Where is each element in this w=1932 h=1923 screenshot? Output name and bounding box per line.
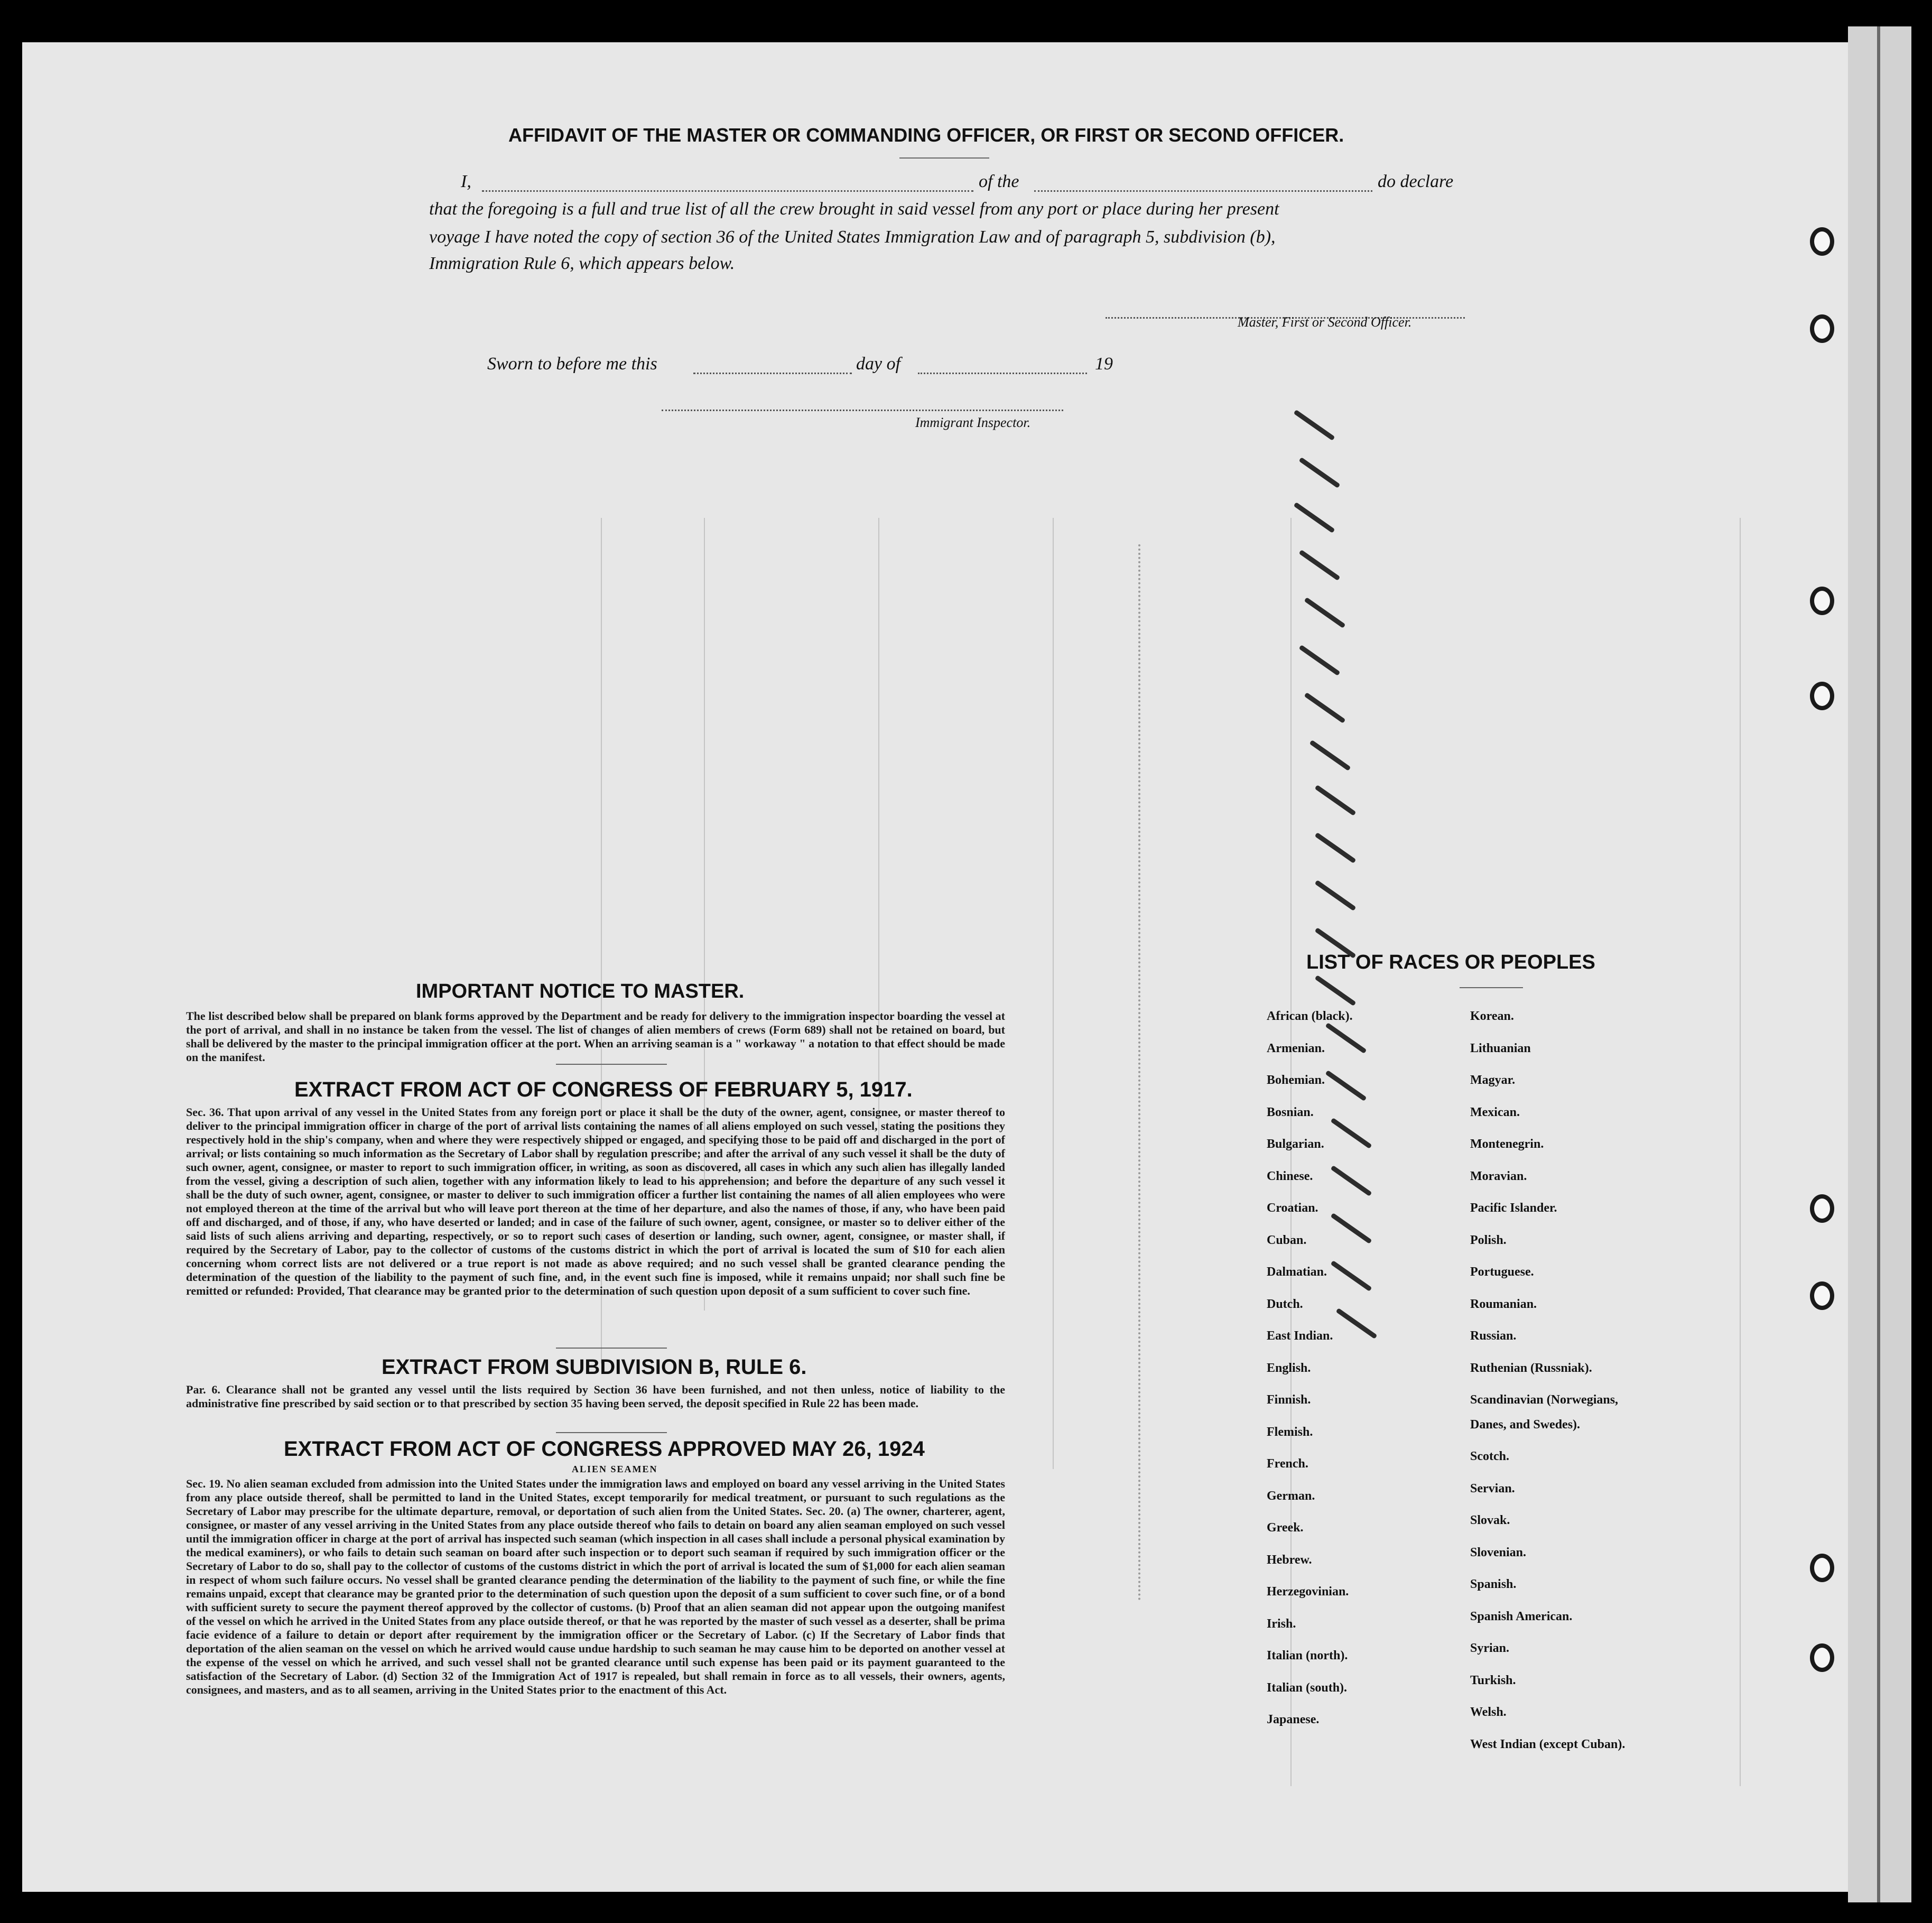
race-item: Ruthenian (Russniak).: [1470, 1361, 1592, 1375]
year-label: 19: [1095, 354, 1113, 374]
binding-strip: [1848, 26, 1911, 1902]
punch-hole: [1810, 1281, 1834, 1310]
race-item: African (black).: [1267, 1009, 1353, 1023]
race-item: Lithuanian: [1470, 1041, 1531, 1055]
binding-fold-line: [1877, 26, 1880, 1902]
affidavit-title: AFFIDAVIT OF THE MASTER OR COMMANDING OFFICER, OR FIRST OR SECOND OFFICER.: [508, 124, 1344, 146]
tally-mark: [1325, 1070, 1367, 1101]
sworn-label: Sworn to before me this: [487, 354, 657, 374]
tally-mark: [1304, 692, 1346, 723]
race-item: Magyar.: [1470, 1073, 1516, 1087]
race-item: Irish.: [1267, 1617, 1296, 1631]
sworn-day-fill-line[interactable]: [693, 373, 852, 374]
extract-1924-title: EXTRACT FROM ACT OF CONGRESS APPROVED MAY 26, 1924: [284, 1437, 925, 1461]
races-title: LIST OF RACES OR PEOPLES: [1306, 951, 1595, 973]
race-item: Welsh.: [1470, 1705, 1507, 1719]
form-sheet: [22, 42, 1848, 1892]
race-item: Bosnian.: [1267, 1105, 1314, 1119]
punch-hole: [1810, 587, 1834, 615]
race-item: Bulgarian.: [1267, 1137, 1324, 1151]
tally-mark: [1336, 1308, 1378, 1339]
extract-rule6-text: Par. 6. Clearance shall not be granted any vessel until the lists required by Section 36 have been furnished, and not then unless, notice of liability to the administrative fine prescribed by said section or to that prescribed by section 35 having been served, the deposit specified in Rule 22 has been made.: [186, 1383, 1005, 1410]
race-item: Syrian.: [1470, 1641, 1510, 1655]
ghost-column-line: [1053, 518, 1054, 1469]
extract-1917-text: Sec. 36. That upon arrival of any vessel in the United States from any foreign port or place it shall be the duty of the owner, agent, consignee, or master thereof to deliver to the principal immigration officer in charge of the port of arrival lists containing the names of all aliens employed on such vessel, stating the positions they respectively hold in the ship's company, when and where they were respectively shipped or engaged, and specifying those to be paid off and discharged in the port of arrival; or lists containing so much information as the Secretary of Labor shall by regulation prescribe; and after the arrival of any such vessel it shall be the duty of such owner, agent, consignee, or master to report to such immigration officer, in writing, as soon as discovered, all cases in which any such alien has illegally landed from the vessel, giving a description of such alien, together with any information likely to lead to his apprehension; and before the departure of any such vessel it shall be the duty of such owner, agent, consignee, or master to deliver to such immigration officer a further list containing the names of all alien employees who were not employed thereon at the time of the arrival but who will leave port thereon at the time of her departure, and also the names of those, if any, who have been paid off and discharged, and of those, if any, who have deserted or landed; and in case of the failure of such owner, agent, consignee, or master so to deliver either of the said lists of such aliens arriving and departing, respectively, or so to report such cases of desertion or landing, such owner, agent, consignee, or master shall, if required by the Secretary of Labor, pay to the collector of customs of the customs district in which the port of arrival is located the sum of $10 for each alien concerning whom correct lists are not delivered or a true report is not made as above required; and no such vessel shall be granted clearance pending the determination of the question of the liability to the payment of such fine, and, in the event such fine is imposed, while it remains unpaid; nor shall such fine be remitted or refunded: Provided, That clearance may be granted prior to the determination of such question upon deposit of a sum sufficient to cover such fine.: [186, 1106, 1005, 1297]
tally-mark: [1304, 597, 1346, 628]
section-divider: [556, 1432, 667, 1433]
race-item: Scandinavian (Norwegians,: [1470, 1393, 1619, 1407]
race-item: Bohemian.: [1267, 1073, 1325, 1087]
tally-mark: [1325, 1023, 1367, 1054]
tally-mark: [1315, 785, 1357, 816]
tally-mark: [1309, 740, 1351, 771]
tally-mark: [1331, 1165, 1372, 1196]
extract-rule6-title: EXTRACT FROM SUBDIVISION B, RULE 6.: [382, 1355, 807, 1379]
affidavit-line2: that the foregoing is a full and true list of all the crew brought in said vessel from any port or place during her present: [429, 199, 1279, 219]
races-title-underline: [1460, 987, 1523, 988]
race-item: Cuban.: [1267, 1233, 1307, 1247]
race-item: Portuguese.: [1470, 1265, 1534, 1279]
race-item: Herzegovinian.: [1267, 1585, 1349, 1599]
section-divider: [556, 1064, 667, 1065]
race-item: Japanese.: [1267, 1713, 1320, 1726]
affidavit-of-the: of the: [979, 172, 1019, 191]
race-item: Korean.: [1470, 1009, 1514, 1023]
tally-mark: [1299, 457, 1341, 488]
race-item: German.: [1267, 1489, 1315, 1503]
race-item: Russian.: [1470, 1329, 1517, 1343]
tally-mark: [1331, 1118, 1372, 1149]
race-item: Roumanian.: [1470, 1297, 1537, 1311]
notice-text: The list described below shall be prepared on blank forms approved by the Department and be ready for delivery to the immigration inspector boarding the vessel at the port of arrival, and shall in no instance be taken from the vessel. The list of changes of alien members of crews (Form 689) shall not be retained on board, but shall be delivered by the master to the principal immigration officer at the port. When an arriving seaman is a " workaway " a notation to that effect should be made on the manifest.: [186, 1009, 1005, 1064]
extract-1917-title: EXTRACT FROM ACT OF CONGRESS OF FEBRUARY 5, 1917.: [294, 1078, 913, 1101]
race-item: French.: [1267, 1457, 1308, 1471]
tally-mark: [1294, 502, 1335, 533]
name-fill-line[interactable]: [482, 190, 973, 192]
ghost-dotted-line: [1138, 544, 1140, 1601]
tally-mark: [1331, 1213, 1372, 1244]
race-item: Montenegrin.: [1470, 1137, 1544, 1151]
notice-title: IMPORTANT NOTICE TO MASTER.: [416, 980, 745, 1002]
race-item: Scotch.: [1470, 1450, 1509, 1463]
race-item: Spanish.: [1470, 1577, 1517, 1591]
vessel-fill-line[interactable]: [1034, 190, 1372, 192]
race-item: Hebrew.: [1267, 1553, 1312, 1567]
race-item: Slovak.: [1470, 1513, 1510, 1527]
extract-1924-subtitle: ALIEN SEAMEN: [572, 1464, 658, 1474]
race-item: Spanish American.: [1470, 1609, 1573, 1623]
race-item: Servian.: [1470, 1481, 1515, 1495]
affidavit-line4: Immigration Rule 6, which appears below.: [429, 254, 735, 273]
punch-hole: [1810, 682, 1834, 710]
race-item: Dutch.: [1267, 1297, 1303, 1311]
tally-mark: [1299, 550, 1341, 581]
ghost-column-line: [1740, 518, 1741, 1786]
race-item: Dalmatian.: [1267, 1265, 1327, 1279]
day-of-label: day of: [856, 354, 901, 374]
inspector-fill-line[interactable]: [662, 410, 1063, 411]
race-item: Greek.: [1267, 1521, 1304, 1535]
race-item: Flemish.: [1267, 1425, 1313, 1439]
race-item: Italian (north).: [1267, 1649, 1348, 1662]
race-item: Finnish.: [1267, 1393, 1311, 1407]
race-item: Slovenian.: [1470, 1545, 1527, 1559]
race-item: Italian (south).: [1267, 1680, 1348, 1695]
title-underline: [899, 157, 989, 159]
race-item: English.: [1267, 1361, 1311, 1375]
race-item: East Indian.: [1267, 1329, 1333, 1343]
race-item: Turkish.: [1470, 1673, 1516, 1687]
race-item: Pacific Islander.: [1470, 1201, 1557, 1215]
inspector-caption: Immigrant Inspector.: [915, 415, 1031, 430]
tally-mark: [1299, 645, 1341, 676]
race-item: Chinese.: [1267, 1169, 1313, 1183]
tally-mark: [1331, 1260, 1372, 1292]
race-item: Mexican.: [1470, 1105, 1520, 1119]
race-item: Armenian.: [1267, 1041, 1325, 1055]
race-item: Croatian.: [1267, 1201, 1318, 1215]
punch-hole: [1810, 1643, 1834, 1672]
tally-mark: [1315, 880, 1357, 911]
month-fill-line[interactable]: [918, 373, 1087, 374]
punch-hole: [1810, 1194, 1834, 1223]
punch-hole: [1810, 1554, 1834, 1582]
race-item: West Indian (except Cuban).: [1470, 1737, 1626, 1751]
punch-hole: [1810, 227, 1834, 256]
affidavit-line3: voyage I have noted the copy of section 36 of the United States Immigration Law and of paragraph 5, subdivision (b),: [429, 227, 1276, 247]
signature-caption: Master, First or Second Officer.: [1238, 314, 1412, 330]
race-item: Polish.: [1470, 1233, 1507, 1247]
ghost-column-line: [878, 518, 879, 1205]
race-item: Danes, and Swedes).: [1470, 1417, 1581, 1432]
affidavit-i: I,: [461, 172, 471, 191]
tally-mark: [1315, 832, 1357, 863]
tally-mark: [1294, 410, 1335, 441]
affidavit-declare: do declare: [1378, 172, 1454, 191]
section-divider: [556, 1348, 667, 1349]
race-item: Moravian.: [1470, 1169, 1527, 1183]
punch-hole: [1810, 314, 1834, 343]
extract-1924-text: Sec. 19. No alien seaman excluded from admission into the United States under the immigration laws and employed on board any vessel arriving in the United States from any place outside thereof, shall be permitted to land in the United States, except temporarily for medical treatment, or pursuant to such regulations as the Secretary of Labor may prescribe for the ultimate departure, removal, or deportation of such alien from the United States. Sec. 20. (a) The owner, charterer, agent, consignee, or master of any vessel arriving in the United States from any place outside thereof who fails to detain on board any alien seaman employed on such vessel until the immigration officer in charge at the port of arrival has inspected such seaman (which inspection in all cases shall include a personal physical examination by the medical examiners), or who fails to detain such seaman on board after such inspection or to deport such seaman if required by such immigration officer or the Secretary of Labor to do so, shall pay to the collector of customs of the customs district in which the port of arrival is located the sum of $1,000 for each alien seaman in respect of whom such failure occurs. No vessel shall be granted clearance pending the determination of the liability to the payment of such fine, or while the fine remains unpaid, except that clearance may be granted prior to the determination of such question upon the deposit of a sum sufficient to cover such fine, or of a bond with sufficient surety to secure the payment thereof approved by the collector of customs. (b) Proof that an alien seaman did not appear upon the outgoing manifest of the vessel on which he arrived in the United States from any place outside thereof, or that he was reported by the master of such vessel as a deserter, shall be prima facie evidence of a failure to detain or deport after requirement by the immigration officer or the Secretary of Labor. (c) If the Secretary of Labor finds that deportation of the alien seaman on the vessel on which he arrived would cause undue hardship to such seaman he may cause him to be deported on another vessel at the expense of the vessel on which he arrived, and such vessel shall not be granted clearance until such expense has been paid or its payment guaranteed to the satisfaction of the Secretary of Labor. (d) Section 32 of the Immigration Act of 1917 is repealed, but shall remain in force as to all vessels, their owners, agents, consignees, and masters, and as to all seamen, arriving in the United States prior to the enactment of this Act.: [186, 1477, 1005, 1696]
tally-mark: [1315, 975, 1357, 1006]
